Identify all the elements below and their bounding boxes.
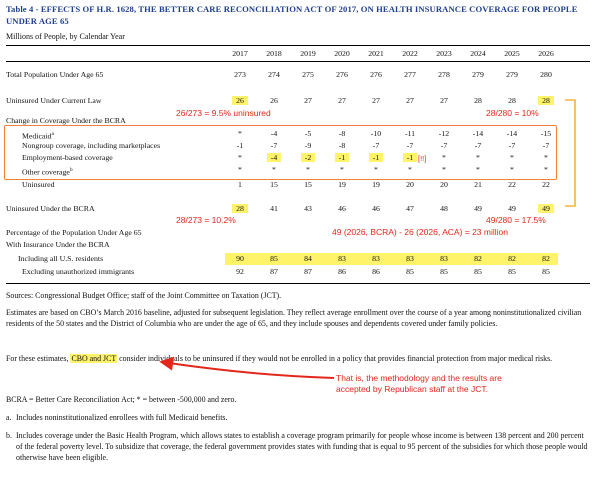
note-b-text: Includes coverage under the Basic Health Program, which allows states to establish a coverage program primarily for people whose income is between 138 percent and 200 percent of the federal poverty level. To subsidize that coverage, the federal government provides states with funding that is equal to 95 percent of the subsidies for which those people would otherwise have been eligible. <box>16 431 588 462</box>
row-label-text: Uninsured Under the BCRA <box>6 204 95 213</box>
value-text: * <box>408 165 412 174</box>
value-text: * <box>374 165 378 174</box>
value-text: * <box>476 165 480 174</box>
value-text: -7 <box>440 141 448 150</box>
annotation-difference: 49 (2026, BCRA) - 26 (2026, ACA) = 23 million <box>332 227 508 237</box>
value-text: 22 <box>542 180 550 189</box>
annotation-jct-line1: That is, the methodology and the results are <box>336 373 502 383</box>
value-text: 86 <box>372 267 380 276</box>
value-text: * <box>238 153 242 162</box>
value-text: -5 <box>304 129 312 138</box>
annotation-jct-line2: accepted by Republican staff at the JCT. <box>336 384 488 394</box>
annotation-2017-current-law: 26/273 = 9.5% uninsured <box>176 108 271 118</box>
row-label-text: Uninsured Under Current Law <box>6 96 102 105</box>
year-label: 2025 <box>504 49 520 58</box>
row-label-text: Uninsured <box>22 180 55 189</box>
value-text: -1 <box>403 153 418 162</box>
value-text: * <box>510 165 514 174</box>
value-text: 273 <box>234 70 246 79</box>
value-text: -10 <box>370 129 382 138</box>
value-text: 49 <box>474 204 482 213</box>
note-a-text: Includes noninstitutionalized enrollees with full Medicaid benefits. <box>16 413 228 422</box>
year-label: 2020 <box>334 49 350 58</box>
value-text: 279 <box>506 70 518 79</box>
value-text: * <box>476 153 480 162</box>
value-text: 49 <box>508 204 516 213</box>
value-text: 85 <box>508 267 516 276</box>
value-text: 83 <box>368 254 384 263</box>
value-text: * <box>442 165 446 174</box>
value-text: -15 <box>540 129 552 138</box>
value-text: -7 <box>372 141 380 150</box>
value-text: 47 <box>406 204 414 213</box>
row-label-text: Including all U.S. residents <box>18 254 104 263</box>
value-text: -14 <box>472 129 484 138</box>
year-label: 2024 <box>470 49 486 58</box>
year-label: 2021 <box>368 49 384 58</box>
value-text: 87 <box>304 267 312 276</box>
sources-text: Sources: Congressional Budget Office; staff of the Joint Committee on Taxation (JCT). <box>6 291 282 300</box>
value-text: 276 <box>336 70 348 79</box>
value-text: 274 <box>268 70 280 79</box>
value-text: -11 <box>404 129 416 138</box>
value-text: 83 <box>334 254 350 263</box>
value-text: 15 <box>270 180 278 189</box>
value-text: 26 <box>270 96 278 105</box>
row-label-text: Nongroup coverage, including marketplaces <box>22 141 161 150</box>
annotation-2026-bcra: 49/280 = 17.5% <box>486 215 546 225</box>
row-label-text: Change in Coverage Under the BCRA <box>6 116 126 125</box>
value-text: * <box>442 153 446 162</box>
value-text: 85 <box>542 267 550 276</box>
value-text: 28 <box>538 96 554 105</box>
value-text: 27 <box>406 96 414 105</box>
value-text: -4 <box>270 129 278 138</box>
value-text: 27 <box>372 96 380 105</box>
value-text: 85 <box>440 267 448 276</box>
value-text: 15 <box>304 180 312 189</box>
value-text: * <box>238 129 242 138</box>
year-label: 2022 <box>402 49 418 58</box>
value-text: 82 <box>538 254 554 263</box>
value-text: 26 <box>232 96 248 105</box>
value-text: -7 <box>542 141 550 150</box>
uninsured-definition-prefix: For these estimates, <box>6 354 71 363</box>
value-text: 92 <box>236 267 244 276</box>
estimates-text: Estimates are based on CBO’s March 2016 baseline, adjusted for subsequent legislation. They reflect average enrollment over the course of a year among noninstitutionalized civilian residents of the 50 states and the District of Columbia who are under the age of 65, and they include spouses and dependents covered under family policies. <box>6 308 582 328</box>
cbo-jct-highlight: CBO and JCT <box>71 354 117 363</box>
annotation-2026-current-law: 28/280 = 10% <box>486 108 539 118</box>
footnote-marker: b <box>69 167 73 173</box>
value-text: -8 <box>338 129 346 138</box>
annotation-exclaim: [!!] <box>418 154 427 163</box>
value-text: 27 <box>338 96 346 105</box>
value-text: 20 <box>406 180 414 189</box>
row-label-text: Employment-based coverage <box>22 153 113 162</box>
annotation-2017-bcra: 28/273 = 10.2% <box>176 215 236 225</box>
value-text: -9 <box>304 141 312 150</box>
value-text: * <box>272 165 276 174</box>
value-text: 27 <box>304 96 312 105</box>
value-text: 19 <box>338 180 346 189</box>
value-text: -7 <box>508 141 516 150</box>
value-text: 43 <box>304 204 312 213</box>
value-text: 28 <box>508 96 516 105</box>
value-text: 277 <box>404 70 416 79</box>
row-label-text: Medicaid <box>22 131 52 141</box>
uninsured-definition-suffix: consider individuals to be uninsured if they would not be enrolled in a policy that provides financial protection from major medical risks. <box>117 354 553 363</box>
arrow-to-cbo-jct <box>162 362 334 378</box>
value-text: 85 <box>406 267 414 276</box>
note-a-label: a. <box>6 413 12 422</box>
row-label-text: Excluding unauthorized immigrants <box>22 267 135 276</box>
value-text: -7 <box>270 141 278 150</box>
value-text: -1 <box>369 153 384 162</box>
value-text: 280 <box>540 70 552 79</box>
value-text: 85 <box>474 267 482 276</box>
value-text: 27 <box>440 96 448 105</box>
table-title: Table 4 - EFFECTS OF H.R. 1628, THE BETTER CARE RECONCILIATION ACT OF 2017, ON HEALTH INSURANCE COVERAGE FOR PEOPLE UNDER AGE 65 <box>6 4 578 26</box>
value-text: 279 <box>472 70 484 79</box>
value-text: 82 <box>470 254 486 263</box>
value-text: * <box>510 153 514 162</box>
value-text: 275 <box>302 70 314 79</box>
note-b-label: b. <box>6 431 12 440</box>
value-text: 276 <box>370 70 382 79</box>
value-text: 20 <box>440 180 448 189</box>
year-label: 2018 <box>266 49 282 58</box>
value-text: 46 <box>338 204 346 213</box>
value-text: 48 <box>440 204 448 213</box>
value-text: 1 <box>238 180 242 189</box>
value-text: 46 <box>372 204 380 213</box>
value-text: -8 <box>338 141 346 150</box>
value-text: 83 <box>436 254 452 263</box>
value-text: -2 <box>301 153 316 162</box>
bracket-2026 <box>565 100 575 206</box>
footnote-marker: a <box>51 131 54 137</box>
value-text: 22 <box>508 180 516 189</box>
row-label-text: Total Population Under Age 65 <box>6 70 104 79</box>
value-text: -1 <box>335 153 350 162</box>
year-label: 2023 <box>436 49 452 58</box>
row-label-text: Other coverage <box>22 167 70 177</box>
value-text: -1 <box>236 141 244 150</box>
value-text: 21 <box>474 180 482 189</box>
value-text: -14 <box>506 129 518 138</box>
value-text: 19 <box>372 180 380 189</box>
value-text: -12 <box>438 129 450 138</box>
year-label: 2017 <box>232 49 248 58</box>
value-text: 84 <box>300 254 316 263</box>
year-label: 2026 <box>538 49 554 58</box>
year-label: 2019 <box>300 49 316 58</box>
value-text: 278 <box>438 70 450 79</box>
value-text: -4 <box>267 153 282 162</box>
value-text: 49 <box>538 204 554 213</box>
value-text: * <box>340 165 344 174</box>
row-label-text: With Insurance Under the BCRA <box>6 240 110 249</box>
value-text: -7 <box>474 141 482 150</box>
row-label-text: Percentage of the Population Under Age 65 <box>6 228 142 237</box>
value-text: 28 <box>232 204 248 213</box>
value-text: 85 <box>266 254 282 263</box>
value-text: 83 <box>402 254 418 263</box>
value-text: * <box>544 153 548 162</box>
value-text: 86 <box>338 267 346 276</box>
value-text: * <box>306 165 310 174</box>
value-text: 87 <box>270 267 278 276</box>
value-text: * <box>238 165 242 174</box>
value-text: 82 <box>504 254 520 263</box>
value-text: 41 <box>270 204 278 213</box>
value-text: 28 <box>474 96 482 105</box>
bcra-definition: BCRA = Better Care Reconciliation Act; * = between -500,000 and zero. <box>6 395 237 404</box>
value-text: * <box>544 165 548 174</box>
value-text: 90 <box>232 254 248 263</box>
table-subtitle: Millions of People, by Calendar Year <box>6 32 125 41</box>
value-text: -7 <box>406 141 414 150</box>
